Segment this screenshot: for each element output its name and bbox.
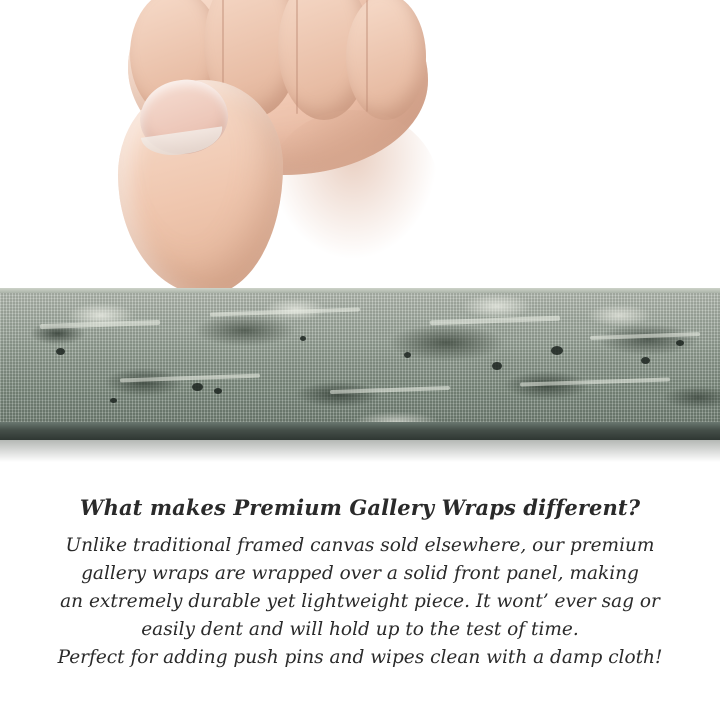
hand-shadow xyxy=(268,110,438,260)
hand-illustration xyxy=(118,0,448,300)
canvas-streak xyxy=(210,307,360,316)
canvas-edge-strip xyxy=(0,288,720,440)
canvas-bottom-edge xyxy=(0,422,720,440)
caption-line-4: easily dent and will hold up to the test of time. xyxy=(141,619,579,640)
caption-heading: What makes Premium Gallery Wraps different? xyxy=(79,495,641,520)
finger-crease-2 xyxy=(296,0,298,114)
canvas-speck xyxy=(492,362,502,370)
canvas-speck xyxy=(404,352,411,358)
canvas-speck xyxy=(300,336,306,341)
caption-line-3: an extremely durable yet lightweight piece. It wont’ ever sag or xyxy=(60,591,660,612)
caption-block xyxy=(0,495,720,672)
canvas-top-edge xyxy=(0,288,720,293)
caption-line-1: Unlike traditional framed canvas sold elsewhere, our premium xyxy=(65,535,655,556)
caption-line-5: Perfect for adding push pins and wipes clean with a damp cloth! xyxy=(57,647,663,668)
canvas-speck xyxy=(192,383,203,391)
canvas-streak xyxy=(120,374,260,383)
canvas-streak xyxy=(40,320,160,329)
canvas-speck xyxy=(641,357,650,364)
canvas-speck xyxy=(214,388,222,394)
canvas-speck xyxy=(56,348,65,355)
canvas-strip-shadow xyxy=(0,440,720,462)
caption-line-2: gallery wraps are wrapped over a solid front panel, making xyxy=(81,563,639,584)
canvas-streak xyxy=(330,386,450,394)
canvas-streak xyxy=(430,316,560,326)
canvas-speck xyxy=(551,346,563,355)
canvas-speck xyxy=(676,340,684,346)
canvas-streak xyxy=(520,377,670,386)
canvas-speck xyxy=(110,398,117,403)
canvas-streak xyxy=(590,332,700,340)
finger-crease-3 xyxy=(366,0,368,112)
